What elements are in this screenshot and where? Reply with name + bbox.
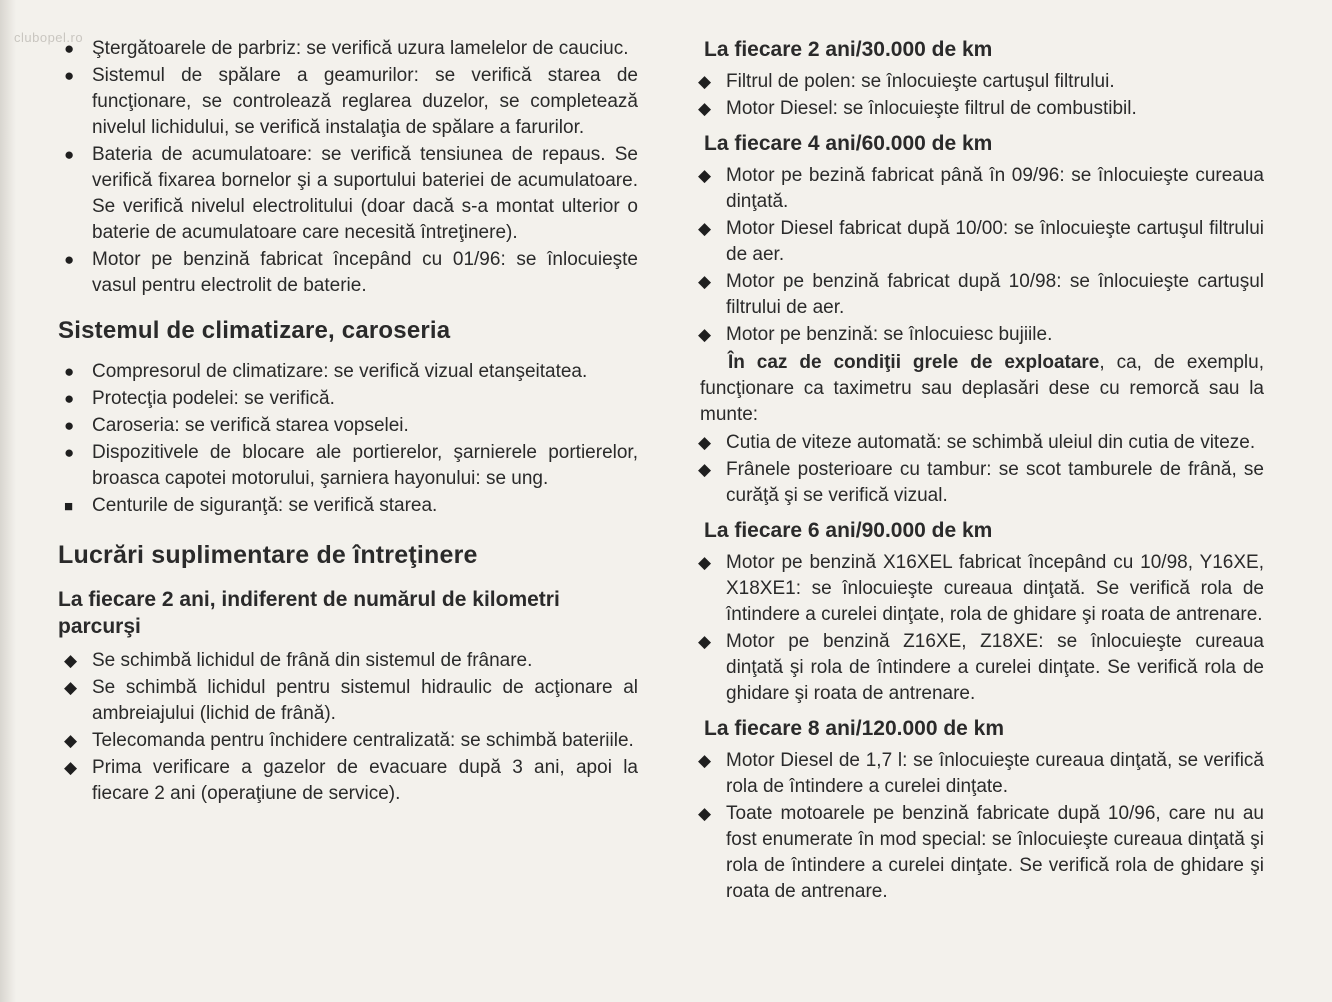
list-item: [58, 675, 638, 727]
list-item: [58, 63, 638, 141]
list-item: [692, 269, 1264, 321]
list-item-text: Se schimbă lichidul de frână din sistemul de frânare.: [92, 650, 533, 671]
dot-bullet-icon: [64, 142, 74, 168]
km120-list: [692, 748, 1264, 905]
list-item: [58, 648, 638, 674]
diamond-bullet-icon: [698, 269, 711, 295]
every-2-years-title: La fiecare 2 ani, indiferent de numărul de kilometri parcurşi: [58, 588, 560, 638]
list-item-text: Sistemul de spălare a geamurilor: se verifică starea de funcţionare, se controlează reglarea duzelor, se completează nivelul lichidului, se verifică instalaţia de spălare a farurilor.: [92, 65, 638, 138]
diamond-bullet-icon: [64, 648, 77, 674]
left-column: [58, 36, 638, 808]
list-item-text: Cutia de viteze automată: se schimbă uleiul din cutia de viteze.: [726, 432, 1256, 453]
dot-bullet-icon: [64, 413, 74, 439]
diamond-bullet-icon: [698, 801, 711, 827]
dot-bullet-icon: [64, 359, 74, 385]
km60-title: La fiecare 4 ani/60.000 de km: [704, 132, 993, 155]
list-item-text: Motor pe benzină fabricat începând cu 01/96: se înlocuieşte vasul pentru electrolit de baterie.: [92, 249, 638, 296]
heavy-conditions-text: , ca, de exemplu, funcţionare ca taximetru sau deplasări dese cu remorcă sau la munte:: [700, 352, 1264, 425]
list-item: [692, 550, 1264, 628]
list-item-text: Ştergătoarele de parbriz: se verifică uzura lamelelor de cauciuc.: [92, 38, 629, 59]
list-item-text: Motor pe benzină X16XEL fabricat începând cu 10/98, Y16XE, X18XE1: se înlocuieşte cureaua dinţată. Se verifică rola de întindere a curelei dinţate, rola de ghidare şi roata de antrenare.: [726, 552, 1264, 625]
list-item-text: Protecţia podelei: se verifică.: [92, 388, 335, 409]
dot-bullet-icon: [64, 36, 74, 62]
square-bullet-icon: [64, 493, 73, 520]
list-item-text: Prima verificare a gazelor de evacuare după 3 ani, apoi la fiecare 2 ani (operaţiune de service).: [92, 757, 638, 804]
climate-list: [58, 359, 638, 519]
list-item: [692, 69, 1264, 95]
list-item-text: Dispozitivele de blocare ale portierelor, şarnierele portierelor, broasca capotei motorului, şarniera hayonului: se ung.: [92, 442, 638, 489]
list-item-text: Motor pe benzină Z16XE, Z18XE: se înlocuieşte cureaua dinţată şi rola de întindere a curelei dinţate. Se verifică rola de ghidare şi roata de antrenare.: [726, 631, 1264, 704]
list-item: [58, 728, 638, 754]
list-item: [58, 36, 638, 62]
list-item-text: Motor pe benzină fabricat după 10/98: se înlocuieşte cartuşul filtrului de aer.: [726, 271, 1264, 318]
diamond-bullet-icon: [698, 748, 711, 774]
list-item: [692, 629, 1264, 707]
km60-list: [692, 163, 1264, 348]
climate-section-title: Sistemul de climatizare, caroseria: [58, 317, 451, 344]
list-item: [58, 493, 638, 519]
list-item-text: Motor pe benzină: se înlocuiesc bujiile.: [726, 324, 1053, 345]
list-item: [692, 96, 1264, 122]
list-item: [692, 430, 1264, 456]
intro-list: [58, 36, 638, 299]
extra-maintenance-title: Lucrări suplimentare de întreţinere: [58, 541, 478, 569]
list-item: [692, 801, 1264, 905]
list-item: [692, 163, 1264, 215]
heavy-conditions-list: [692, 430, 1264, 509]
list-item: [692, 457, 1264, 509]
list-item: [692, 748, 1264, 800]
diamond-bullet-icon: [698, 457, 711, 483]
diamond-bullet-icon: [698, 550, 711, 576]
dot-bullet-icon: [64, 386, 74, 412]
km30-title: La fiecare 2 ani/30.000 de km: [704, 38, 993, 61]
right-column: [692, 36, 1264, 906]
list-item: [58, 359, 638, 385]
list-item: [692, 322, 1264, 348]
diamond-bullet-icon: [698, 629, 711, 655]
km90-title: La fiecare 6 ani/90.000 de km: [704, 519, 993, 542]
heavy-conditions-bold: În caz de condiţii grele de exploatare: [728, 352, 1100, 373]
dot-bullet-icon: [64, 440, 74, 466]
list-item: [58, 386, 638, 412]
list-item: [58, 413, 638, 439]
list-item-text: Toate motoarele pe benzină fabricate după 10/96, care nu au fost enumerate în mod special: se înlocuieşte cureaua dinţată şi rola de întindere a curelei dinţate. Se verifică rola de ghidare şi roata de antrenare.: [726, 803, 1264, 902]
list-item-text: Filtrul de polen: se înlocuieşte cartuşul filtrului.: [726, 71, 1115, 92]
list-item-text: Centurile de siguranţă: se verifică starea.: [92, 495, 438, 516]
km120-title: La fiecare 8 ani/120.000 de km: [704, 717, 1005, 740]
list-item: [692, 216, 1264, 268]
list-item-text: Se schimbă lichidul pentru sistemul hidraulic de acţionare al ambreiajului (lichid de frână).: [92, 677, 638, 724]
watermark: clubopel.ro: [14, 30, 84, 45]
list-item-text: Caroseria: se verifică starea vopselei.: [92, 415, 409, 436]
list-item: [58, 755, 638, 807]
list-item-text: Frânele posterioare cu tambur: se scot tamburele de frână, se curăţă şi se verifică vizual.: [726, 459, 1264, 506]
list-item-text: Motor pe bezină fabricat până în 09/96: se înlocuieşte cureaua dinţată.: [726, 165, 1264, 212]
list-item: [58, 142, 638, 246]
every-2-years-list: [58, 648, 638, 807]
diamond-bullet-icon: [698, 430, 711, 456]
list-item-text: Telecomanda pentru închidere centralizată: se schimbă bateriile.: [92, 730, 634, 751]
list-item-text: Compresorul de climatizare: se verifică vizual etanşeitatea.: [92, 361, 588, 382]
diamond-bullet-icon: [698, 216, 711, 242]
diamond-bullet-icon: [64, 755, 77, 781]
list-item-text: Motor Diesel de 1,7 l: se înlocuieşte cureaua dinţată, se verifică rola de întindere a curelei dinţate.: [726, 750, 1264, 797]
diamond-bullet-icon: [64, 728, 77, 754]
list-item: [58, 440, 638, 492]
diamond-bullet-icon: [698, 69, 711, 95]
list-item: [58, 247, 638, 299]
km90-list: [692, 550, 1264, 707]
list-item-text: Motor Diesel fabricat după 10/00: se înlocuieşte cartuşul filtrului de aer.: [726, 218, 1264, 265]
diamond-bullet-icon: [698, 96, 711, 122]
list-item-text: Bateria de acumulatoare: se verifică tensiunea de repaus. Se verifică fixarea bornelor şi a suportului bateriei de acumulatoare. Se verifică nivelul electrolitului (doar dacă s-a montat ulterior o baterie de acumulatoare care necesită întreţinere).: [92, 144, 638, 243]
diamond-bullet-icon: [698, 163, 711, 189]
list-item-text: Motor Diesel: se înlocuieşte filtrul de combustibil.: [726, 98, 1137, 119]
diamond-bullet-icon: [698, 322, 711, 348]
km30-list: [692, 69, 1264, 122]
dot-bullet-icon: [64, 63, 74, 89]
heavy-conditions-paragraph: [700, 350, 1264, 428]
page-edge-shadow: [0, 0, 16, 1002]
diamond-bullet-icon: [64, 675, 77, 701]
dot-bullet-icon: [64, 247, 74, 273]
